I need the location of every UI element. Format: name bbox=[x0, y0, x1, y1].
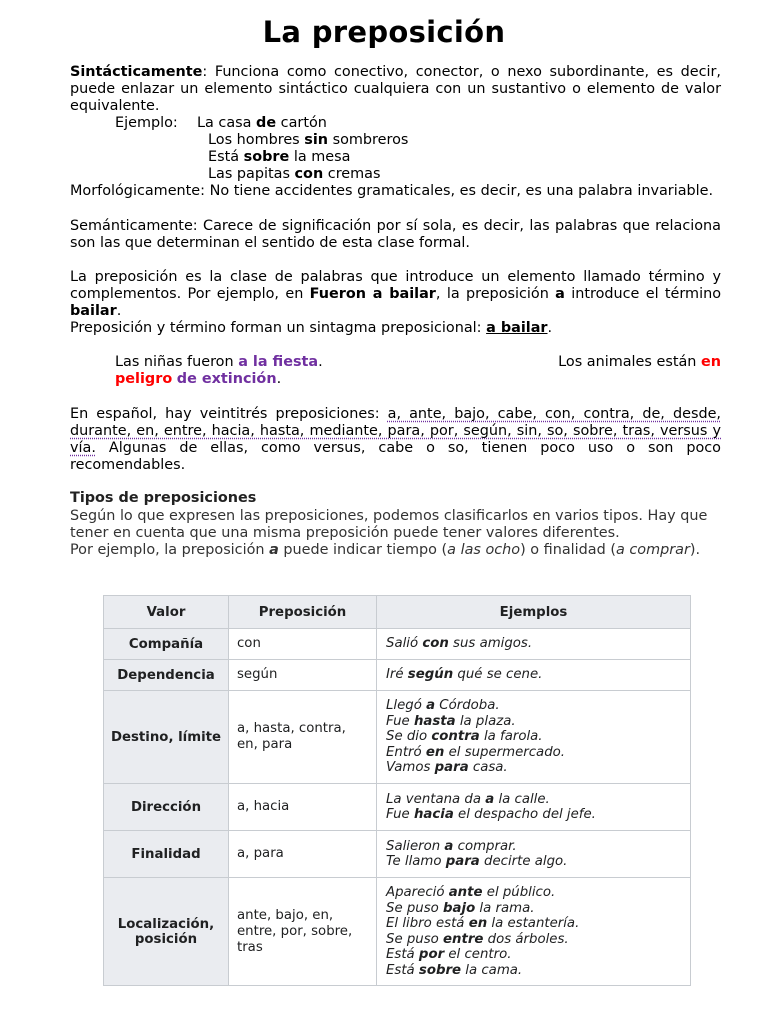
page-title: La preposición bbox=[262, 15, 506, 49]
tipos-p2e: ) o finalidad ( bbox=[520, 542, 616, 558]
tipos-p2g: ). bbox=[689, 542, 701, 558]
ejemplo-text: casa. bbox=[468, 760, 508, 776]
clase-bold-1: Fueron a bailar bbox=[309, 286, 436, 302]
ejemplo-preposition: a bbox=[444, 838, 454, 854]
ejemplo-fiesta bbox=[115, 354, 323, 371]
ejemplo-animales-line1 bbox=[541, 354, 721, 371]
ejemplo-preposition: en bbox=[425, 744, 445, 760]
cell-preposicion: ante, bajo, en, entre, por, sobre, tras bbox=[229, 878, 377, 986]
cell-ejemplos bbox=[377, 831, 691, 878]
cell-valor: Compañía bbox=[104, 629, 229, 660]
ejemplo-sentence bbox=[386, 714, 681, 730]
lista-items: a, ante, bajo, cabe, con, contra, de, desde, durante, en, entre, hacia, hasta, mediante, para, por, según, sin, so, sobre, tras, versus y vía. bbox=[70, 406, 722, 456]
ejemplo-sentence bbox=[386, 792, 681, 808]
tipos-heading: Tipos de preposiciones bbox=[70, 490, 257, 506]
ejemplo-preposition: entre bbox=[443, 931, 484, 947]
ejemplo-text: Córdoba. bbox=[435, 698, 500, 714]
ejemplo-sentence bbox=[386, 963, 681, 979]
morfologico-paragraph: Morfológicamente: No tiene accidentes gramaticales, es decir, es una palabra invariable. bbox=[70, 183, 714, 199]
ejemplo-text: cartón bbox=[276, 115, 327, 131]
ejemplo-preposition: sobre bbox=[243, 149, 290, 165]
clase-text-3: introduce el término bbox=[564, 286, 721, 302]
ejemplo-text: Fue bbox=[386, 807, 414, 822]
ejemplo-text: la plaza. bbox=[455, 713, 516, 729]
cell-ejemplos bbox=[377, 784, 691, 831]
lista-rest: Algunas de ellas, como versus, cabe o so, tienen poco uso o son poco recomendables. bbox=[70, 440, 721, 473]
cell-valor: Destino, límite bbox=[104, 691, 229, 784]
tipos-p2f: a comprar bbox=[615, 542, 690, 558]
ejemplo-text: Apareció bbox=[386, 885, 449, 900]
ejemplo-sentence bbox=[386, 760, 681, 776]
sintagma-text: Preposición y término forman un sintagma preposicional: bbox=[70, 320, 487, 336]
fiesta-pre: Las niñas fueron bbox=[115, 354, 239, 370]
ejemplo-text: cremas bbox=[323, 166, 381, 182]
ejemplo-preposition: con bbox=[422, 636, 449, 652]
ejemplo-text: Se puso bbox=[386, 931, 444, 947]
ejemplo-text: la mesa bbox=[289, 149, 351, 165]
sintactico-label: Sintácticamente bbox=[70, 64, 203, 80]
ejemplo-text: Las papitas bbox=[208, 166, 295, 182]
ejemplo-sentence bbox=[386, 745, 681, 761]
ejemplo-preposition: por bbox=[418, 947, 445, 962]
cell-preposicion: según bbox=[229, 660, 377, 691]
ejemplo-text: el público. bbox=[482, 885, 556, 900]
lista-intro: En español, hay veintitrés preposiciones: bbox=[70, 406, 388, 422]
cell-preposicion: a, hacia bbox=[229, 784, 377, 831]
ejemplo-text: la farola. bbox=[479, 729, 543, 745]
ejemplo-line bbox=[208, 166, 380, 183]
semantico-paragraph: Semánticamente: Carece de significación por sí sola, es decir, las palabras que relaciona son las que determinan el sentido de esta clase formal. bbox=[70, 218, 721, 251]
table-body bbox=[104, 629, 691, 986]
ejemplo-text: La ventana da bbox=[386, 791, 486, 807]
table-row bbox=[104, 784, 691, 831]
fiesta-highlight: a la fiesta bbox=[238, 354, 319, 370]
ejemplo-text: comprar. bbox=[453, 838, 517, 854]
ejemplo-sentence bbox=[386, 901, 681, 917]
ejemplo-text: Está bbox=[208, 149, 244, 165]
ejemplo-preposition: hasta bbox=[413, 713, 456, 729]
ejemplo-text: decirte algo. bbox=[479, 854, 568, 869]
ejemplo-text: la rama. bbox=[475, 900, 535, 916]
sintactico-paragraph bbox=[70, 64, 721, 115]
clase-bold-3: bailar bbox=[70, 303, 117, 319]
table-row bbox=[104, 831, 691, 878]
sintagma-end: . bbox=[547, 320, 553, 336]
tipos-paragraph-2 bbox=[70, 542, 721, 559]
ejemplo-text: Se puso bbox=[386, 900, 444, 916]
ejemplo-preposition: en bbox=[468, 916, 488, 931]
tipos-p2a: Por ejemplo, la preposición bbox=[70, 542, 270, 558]
ejemplo-text: Te llamo bbox=[386, 854, 446, 869]
cell-ejemplos bbox=[377, 629, 691, 660]
ejemplo-text: Salieron bbox=[386, 838, 445, 854]
ejemplo-sentence bbox=[386, 854, 681, 870]
ejemplo-text: Está bbox=[386, 962, 419, 978]
animales-end: . bbox=[276, 371, 282, 387]
ejemplo-text: sus amigos. bbox=[448, 636, 533, 652]
animales-highlight-extincion: de extinción bbox=[176, 371, 277, 387]
ejemplo-preposition: a bbox=[485, 791, 495, 807]
ejemplo-text: Está bbox=[386, 947, 419, 962]
clase-bold-2: a bbox=[555, 286, 565, 302]
table-row bbox=[104, 660, 691, 691]
table-header-row bbox=[104, 596, 691, 629]
ejemplo-sentence bbox=[386, 916, 681, 932]
ejemplo-line bbox=[197, 115, 327, 132]
tipos-p2b: a bbox=[269, 542, 279, 558]
ejemplo-preposition: hacia bbox=[413, 807, 454, 822]
ejemplo-sentence bbox=[386, 839, 681, 855]
ejemplo-text: Iré bbox=[386, 667, 408, 683]
tipos-p2d: a las ocho bbox=[447, 542, 521, 558]
ejemplo-text: Salió bbox=[386, 636, 423, 652]
ejemplo-text: sombreros bbox=[328, 132, 409, 148]
header-ejemplos: Ejemplos bbox=[377, 596, 691, 629]
cell-preposicion: a, para bbox=[229, 831, 377, 878]
animales-highlight-en: en bbox=[700, 354, 721, 370]
ejemplo-sentence bbox=[386, 947, 681, 963]
ejemplo-text: la calle. bbox=[494, 791, 550, 807]
animales-highlight-peligro: peligro bbox=[115, 371, 173, 387]
clase-text-1: La preposición es la clase de palabras que introduce un elemento llamado término y complementos. Por ejemplo, en bbox=[70, 269, 721, 302]
table-row bbox=[104, 629, 691, 660]
sintagma-paragraph bbox=[70, 320, 721, 337]
cell-preposicion: a, hasta, contra, en, para bbox=[229, 691, 377, 784]
ejemplo-sentence bbox=[386, 932, 681, 948]
cell-valor: Dirección bbox=[104, 784, 229, 831]
ejemplo-text: el centro. bbox=[444, 947, 512, 962]
clase-text-4: . bbox=[116, 303, 122, 319]
ejemplo-text: El libro está bbox=[386, 916, 469, 931]
ejemplo-sentence bbox=[386, 636, 681, 652]
ejemplo-preposition: con bbox=[294, 166, 324, 182]
table-row bbox=[104, 691, 691, 784]
ejemplo-preposition: según bbox=[407, 667, 454, 683]
ejemplo-animales-line2 bbox=[115, 371, 281, 388]
ejemplo-preposition: bajo bbox=[443, 900, 476, 916]
clase-text-2: , la preposición bbox=[435, 286, 556, 302]
ejemplo-preposition: para bbox=[445, 854, 480, 869]
preposiciones-table bbox=[103, 595, 691, 986]
ejemplo-preposition: sobre bbox=[418, 962, 462, 978]
tipos-paragraph-1: Según lo que expresen las preposiciones, podemos clasificarlos en varios tipos. Hay que tener en cuenta que una misma preposición puede tener valores diferentes. bbox=[70, 508, 708, 541]
ejemplo-sentence bbox=[386, 667, 681, 683]
sintagma-bold: a bailar bbox=[486, 320, 548, 336]
clase-paragraph bbox=[70, 269, 721, 320]
fiesta-end: . bbox=[318, 354, 323, 370]
ejemplo-label: Ejemplo: bbox=[115, 115, 178, 131]
ejemplo-sentence bbox=[386, 698, 681, 714]
ejemplo-text: dos árboles. bbox=[483, 931, 569, 947]
ejemplo-text: la estantería. bbox=[487, 916, 580, 931]
cell-valor: Localización, posición bbox=[104, 878, 229, 986]
tipos-p2c: puede indicar tiempo ( bbox=[278, 542, 448, 558]
header-valor: Valor bbox=[104, 596, 229, 629]
ejemplo-preposition: ante bbox=[448, 885, 483, 900]
ejemplo-sentence bbox=[386, 807, 681, 823]
cell-ejemplos bbox=[377, 660, 691, 691]
ejemplo-sentence bbox=[386, 885, 681, 901]
sintactico-text: : Funciona como conectivo, conector, o nexo subordinante, es decir, puede enlazar un elemento sintáctico cualquiera con un sustantivo o elemento de valor equivalente. bbox=[70, 64, 721, 114]
ejemplo-preposition: contra bbox=[431, 729, 480, 745]
header-preposicion: Preposición bbox=[229, 596, 377, 629]
ejemplo-text: Vamos bbox=[386, 760, 435, 776]
cell-ejemplos bbox=[377, 691, 691, 784]
table-row bbox=[104, 878, 691, 986]
ejemplo-preposition: sin bbox=[304, 132, 328, 148]
ejemplo-text: Llegó bbox=[386, 698, 427, 714]
ejemplo-text: Fue bbox=[386, 713, 414, 729]
ejemplo-text: Los hombres bbox=[208, 132, 305, 148]
ejemplo-text: La casa bbox=[197, 115, 257, 131]
cell-valor: Finalidad bbox=[104, 831, 229, 878]
ejemplo-text: la cama. bbox=[461, 962, 523, 978]
cell-preposicion: con bbox=[229, 629, 377, 660]
ejemplo-text: el supermercado. bbox=[444, 744, 566, 760]
ejemplo-text: Entró bbox=[386, 744, 426, 760]
animales-pre: Los animales están bbox=[558, 354, 701, 370]
ejemplo-text: qué se cene. bbox=[453, 667, 543, 683]
cell-valor: Dependencia bbox=[104, 660, 229, 691]
lista-paragraph bbox=[70, 406, 721, 474]
ejemplo-line bbox=[208, 149, 350, 166]
ejemplo-preposition: de bbox=[256, 115, 277, 131]
ejemplo-preposition: a bbox=[426, 698, 436, 714]
ejemplo-sentence bbox=[386, 729, 681, 745]
ejemplo-preposition: para bbox=[434, 760, 469, 776]
ejemplo-line bbox=[208, 132, 408, 149]
cell-ejemplos bbox=[377, 878, 691, 986]
ejemplo-text: Se dio bbox=[386, 729, 432, 745]
ejemplo-text: el despacho del jefe. bbox=[453, 807, 596, 822]
